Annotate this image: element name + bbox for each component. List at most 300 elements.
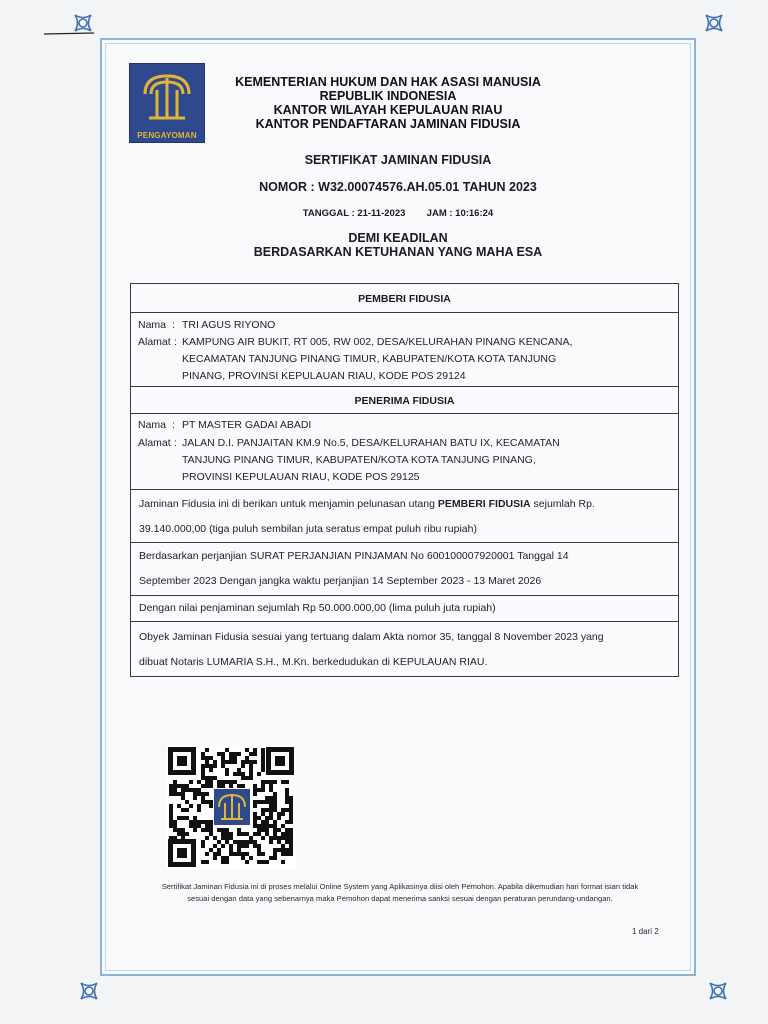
- qr-module: [169, 820, 173, 824]
- qr-module: [193, 796, 197, 800]
- qr-module: [249, 840, 253, 844]
- qr-module: [241, 844, 245, 848]
- qr-module: [289, 820, 293, 824]
- qr-module: [233, 756, 237, 760]
- qr-module: [237, 832, 241, 836]
- qr-module: [173, 828, 177, 832]
- qr-module: [189, 788, 193, 792]
- qr-module: [221, 832, 225, 836]
- penerima-alamat-line: PROVINSI KEPULAUAN RIAU, KODE POS 29125: [182, 471, 420, 483]
- qr-module: [289, 848, 293, 852]
- qr-module: [185, 808, 189, 812]
- obyek-clause: [139, 625, 672, 675]
- qr-module: [273, 792, 277, 796]
- qr-module: [265, 796, 269, 800]
- qr-module: [269, 840, 273, 844]
- qr-module: [253, 752, 257, 756]
- qr-module: [241, 764, 245, 768]
- qr-module: [257, 844, 261, 848]
- qr-module: [201, 828, 205, 832]
- qr-module: [209, 800, 213, 804]
- qr-module: [269, 808, 273, 812]
- qr-module: [201, 776, 205, 780]
- qr-module: [249, 856, 253, 860]
- qr-module: [261, 768, 265, 772]
- qr-module: [193, 828, 197, 832]
- qr-code: [166, 745, 296, 869]
- qr-module: [189, 804, 193, 808]
- qr-module: [213, 852, 217, 856]
- qr-module: [201, 756, 205, 760]
- qr-module: [261, 828, 265, 832]
- certificate-frame: [100, 38, 696, 976]
- qr-module: [241, 772, 245, 776]
- qr-module: [221, 828, 225, 832]
- qr-module: [261, 788, 265, 792]
- qr-module: [205, 756, 209, 760]
- qr-module: [205, 748, 209, 752]
- qr-module: [261, 784, 265, 788]
- certificate-number: NOMOR : W32.00074576.AH.05.01 TAHUN 2023: [259, 180, 537, 194]
- qr-module: [265, 832, 269, 836]
- qr-module: [269, 856, 273, 860]
- qr-module: [237, 840, 241, 844]
- qr-module: [225, 768, 229, 772]
- qr-module: [201, 764, 205, 768]
- nilai-line: Dengan nilai penjaminan sejumlah Rp 50.000.000,00 (lima puluh juta rupiah): [139, 602, 496, 614]
- qr-module: [209, 832, 213, 836]
- qr-module: [221, 760, 225, 764]
- qr-module: [201, 752, 205, 756]
- penerima-alamat-line: JALAN D.I. PANJAITAN KM.9 No.5, DESA/KELURAHAN BATU IX, KECAMATAN: [182, 437, 560, 449]
- jaminan-emphasis: PEMBERI FIDUSIA: [437, 498, 531, 510]
- qr-module: [285, 800, 289, 804]
- qr-module: [217, 780, 221, 784]
- qr-module: [265, 800, 269, 804]
- qr-module: [257, 816, 261, 820]
- qr-module: [253, 788, 257, 792]
- qr-module: [273, 804, 277, 808]
- qr-module: [257, 800, 261, 804]
- separator: :: [172, 419, 175, 431]
- qr-module: [269, 800, 273, 804]
- corner-ornament-icon: [703, 12, 725, 34]
- qr-module: [273, 828, 277, 832]
- qr-module: [281, 848, 285, 852]
- qr-module: [197, 820, 201, 824]
- qr-module: [201, 772, 205, 776]
- qr-module: [181, 816, 185, 820]
- penerima-alamat-row: [138, 435, 673, 489]
- qr-module: [205, 784, 209, 788]
- qr-module: [169, 788, 173, 792]
- qr-module: [237, 828, 241, 832]
- divider: [131, 542, 678, 543]
- qr-module: [233, 752, 237, 756]
- qr-module: [273, 780, 277, 784]
- perjanjian-line: Berdasarkan perjanjian SURAT PERJANJIAN PINJAMAN No 600100007920001 Tanggal 14: [139, 550, 569, 562]
- qr-module: [225, 860, 229, 864]
- qr-module: [205, 860, 209, 864]
- divider: [131, 413, 678, 414]
- qr-module: [229, 784, 233, 788]
- divider: [131, 489, 678, 490]
- qr-module: [229, 832, 233, 836]
- qr-module: [289, 800, 293, 804]
- qr-module: [253, 832, 257, 836]
- qr-module: [201, 796, 205, 800]
- qr-module: [229, 760, 233, 764]
- qr-module: [177, 784, 181, 788]
- qr-module: [269, 780, 273, 784]
- footer-note-line: sesuai dengan data yang sebenarnya maka Pemohon dapat menerima sanksi sesuai dengan peraturan perundang-undangan.: [187, 894, 613, 903]
- qr-module: [253, 812, 257, 816]
- qr-module: [169, 804, 173, 808]
- qr-module: [169, 792, 173, 796]
- qr-module: [181, 828, 185, 832]
- alamat-label: Alamat: [138, 336, 171, 348]
- qr-module: [205, 852, 209, 856]
- qr-module: [257, 832, 261, 836]
- qr-module: [237, 852, 241, 856]
- qr-module: [245, 756, 249, 760]
- qr-module: [217, 752, 221, 756]
- corner-ornament-icon: [78, 980, 100, 1002]
- qr-module: [237, 772, 241, 776]
- divider: [131, 621, 678, 622]
- qr-module: [253, 760, 257, 764]
- qr-module: [205, 836, 209, 840]
- qr-module: [249, 772, 253, 776]
- qr-module: [197, 824, 201, 828]
- qr-module: [201, 844, 205, 848]
- qr-module: [245, 844, 249, 848]
- qr-module: [257, 848, 261, 852]
- qr-module: [269, 788, 273, 792]
- qr-module: [209, 820, 213, 824]
- qr-module: [201, 768, 205, 772]
- jaminan-clause: [139, 492, 672, 542]
- qr-module: [181, 808, 185, 812]
- qr-module: [261, 852, 265, 856]
- qr-module: [265, 816, 269, 820]
- qr-module: [269, 784, 273, 788]
- qr-module: [185, 784, 189, 788]
- obyek-line: Obyek Jaminan Fidusia sesuai yang tertuang dalam Akta nomor 35, tanggal 8 November 2023 yang: [139, 631, 604, 643]
- qr-module: [225, 748, 229, 752]
- qr-module: [285, 852, 289, 856]
- qr-module: [273, 852, 277, 856]
- qr-module: [237, 784, 241, 788]
- qr-module: [257, 824, 261, 828]
- qr-module: [213, 844, 217, 848]
- qr-module: [173, 780, 177, 784]
- qr-module: [285, 832, 289, 836]
- qr-module: [265, 828, 269, 832]
- header-line: REPUBLIK INDONESIA: [319, 89, 457, 103]
- qr-module: [197, 788, 201, 792]
- qr-module: [181, 796, 185, 800]
- pemberi-alamat-line: KECAMATAN TANJUNG PINANG TIMUR, KABUPATEN/KOTA KOTA TANJUNG: [182, 353, 557, 365]
- qr-module: [261, 752, 265, 756]
- qr-module: [193, 824, 197, 828]
- qr-module: [173, 788, 177, 792]
- divider: [131, 386, 678, 387]
- header-line: KANTOR WILAYAH KEPULAUAN RIAU: [273, 103, 503, 117]
- qr-module: [285, 796, 289, 800]
- qr-module: [269, 812, 273, 816]
- qr-module: [265, 860, 269, 864]
- qr-module: [169, 784, 173, 788]
- qr-module: [205, 760, 209, 764]
- qr-module: [269, 804, 273, 808]
- qr-module: [209, 776, 213, 780]
- qr-module: [281, 844, 285, 848]
- qr-module: [281, 780, 285, 784]
- qr-module: [249, 776, 253, 780]
- qr-module: [285, 828, 289, 832]
- qr-module: [209, 828, 213, 832]
- qr-module: [233, 772, 237, 776]
- qr-module: [285, 792, 289, 796]
- qr-module: [273, 808, 277, 812]
- qr-module: [261, 756, 265, 760]
- qr-module: [205, 824, 209, 828]
- qr-module: [189, 824, 193, 828]
- qr-module: [213, 760, 217, 764]
- nilai-clause: [139, 596, 672, 621]
- qr-module: [201, 860, 205, 864]
- qr-module: [285, 788, 289, 792]
- qr-module: [273, 800, 277, 804]
- qr-module: [221, 780, 225, 784]
- pengayoman-emblem: [129, 63, 205, 143]
- qr-module: [273, 832, 277, 836]
- qr-module: [209, 848, 213, 852]
- banyan-tree-icon: [137, 68, 197, 124]
- qr-module: [169, 812, 173, 816]
- qr-module: [241, 784, 245, 788]
- qr-module: [269, 796, 273, 800]
- qr-module: [273, 856, 277, 860]
- qr-module: [281, 824, 285, 828]
- ministry-header: [218, 75, 558, 131]
- qr-module: [225, 780, 229, 784]
- qr-module: [181, 788, 185, 792]
- qr-module: [241, 776, 245, 780]
- qr-module: [261, 748, 265, 752]
- qr-module: [197, 780, 201, 784]
- qr-module: [249, 768, 253, 772]
- qr-module: [201, 792, 205, 796]
- nama-label: Nama: [138, 319, 167, 331]
- qr-module: [281, 836, 285, 840]
- qr-module: [249, 752, 253, 756]
- penerima-nama: PT MASTER GADAI ABADI: [182, 419, 312, 431]
- qr-module: [229, 836, 233, 840]
- qr-module: [205, 828, 209, 832]
- certificate-date: TANGGAL : 21-11-2023: [302, 208, 406, 219]
- qr-module: [265, 808, 269, 812]
- qr-module: [201, 800, 205, 804]
- qr-module: [269, 836, 273, 840]
- qr-module: [217, 848, 221, 852]
- qr-module: [273, 824, 277, 828]
- qr-module: [289, 812, 293, 816]
- qr-module: [261, 760, 265, 764]
- qr-module: [249, 764, 253, 768]
- qr-module: [221, 836, 225, 840]
- qr-module: [205, 780, 209, 784]
- qr-module: [265, 780, 269, 784]
- qr-module: [189, 820, 193, 824]
- qr-module: [229, 852, 233, 856]
- qr-module: [169, 816, 173, 820]
- penerima-heading: PENERIMA FIDUSIA: [354, 395, 455, 407]
- qr-module: [201, 840, 205, 844]
- qr-module: [169, 808, 173, 812]
- qr-module: [193, 816, 197, 820]
- qr-module: [269, 816, 273, 820]
- qr-module: [261, 780, 265, 784]
- qr-module: [205, 820, 209, 824]
- qr-module: [193, 820, 197, 824]
- qr-module: [209, 780, 213, 784]
- qr-module: [253, 792, 257, 796]
- qr-module: [289, 804, 293, 808]
- separator: :: [174, 437, 177, 449]
- qr-module: [253, 844, 257, 848]
- header-line: KANTOR PENDAFTARAN JAMINAN FIDUSIA: [255, 117, 521, 131]
- qr-module: [261, 860, 265, 864]
- certificate-time: JAM : 10:16:24: [426, 208, 494, 219]
- qr-module: [205, 800, 209, 804]
- qr-module: [201, 784, 205, 788]
- qr-module: [229, 848, 233, 852]
- certificate-datetime: [102, 208, 694, 219]
- qr-module: [181, 784, 185, 788]
- qr-module: [233, 852, 237, 856]
- qr-module: [221, 764, 225, 768]
- qr-module: [253, 820, 257, 824]
- qr-module: [261, 824, 265, 828]
- qr-module: [253, 784, 257, 788]
- qr-module: [257, 772, 261, 776]
- qr-module: [285, 840, 289, 844]
- qr-module: [185, 816, 189, 820]
- qr-module: [265, 820, 269, 824]
- qr-module: [249, 836, 253, 840]
- pemberi-alamat-line: KAMPUNG AIR BUKIT, RT 005, RW 002, DESA/KELURAHAN PINANG KENCANA,: [182, 336, 573, 348]
- qr-module: [285, 808, 289, 812]
- qr-module: [205, 764, 209, 768]
- qr-module: [185, 800, 189, 804]
- oath-line: BERDASARKAN KETUHANAN YANG MAHA ESA: [253, 245, 543, 259]
- qr-module: [273, 820, 277, 824]
- qr-module: [221, 860, 225, 864]
- certificate-title: SERTIFIKAT JAMINAN FIDUSIA: [304, 153, 492, 167]
- qr-module: [257, 852, 261, 856]
- qr-module: [217, 852, 221, 856]
- fidusia-table: [130, 283, 679, 677]
- qr-module: [177, 828, 181, 832]
- qr-module: [253, 748, 257, 752]
- qr-module: [197, 792, 201, 796]
- qr-module: [233, 840, 237, 844]
- qr-module: [253, 816, 257, 820]
- jaminan-line: [139, 492, 672, 517]
- jaminan-text: sejumlah Rp.: [530, 498, 595, 510]
- qr-module: [205, 792, 209, 796]
- qr-module: [221, 856, 225, 860]
- perjanjian-line: September 2023 Dengan jangka waktu perjanjian 14 September 2023 - 13 Maret 2026: [139, 575, 542, 587]
- qr-module: [285, 836, 289, 840]
- qr-module: [245, 840, 249, 844]
- qr-module: [289, 852, 293, 856]
- qr-module: [277, 828, 281, 832]
- qr-module: [245, 776, 249, 780]
- page-number: 1 dari 2: [632, 927, 659, 936]
- qr-module: [237, 844, 241, 848]
- qr-module: [221, 752, 225, 756]
- qr-module: [217, 840, 221, 844]
- qr-module: [257, 828, 261, 832]
- qr-module: [253, 804, 257, 808]
- qr-module: [181, 832, 185, 836]
- qr-module: [289, 796, 293, 800]
- qr-module: [281, 832, 285, 836]
- qr-module: [185, 832, 189, 836]
- qr-module: [281, 812, 285, 816]
- qr-module: [285, 848, 289, 852]
- qr-module: [289, 816, 293, 820]
- pemberi-nama: TRI AGUS RIYONO: [182, 319, 276, 331]
- oath-line: DEMI KEADILAN: [348, 231, 448, 245]
- qr-module: [261, 820, 265, 824]
- jaminan-line: 39.140.000,00 (tiga puluh sembilan juta seratus empat puluh ribu rupiah): [139, 523, 477, 535]
- pemberi-alamat-line: PINANG, PROVINSI KEPULAUAN RIAU, KODE POS 29124: [182, 370, 466, 382]
- alamat-label: Alamat: [138, 437, 171, 449]
- header-line: KEMENTERIAN HUKUM DAN HAK ASASI MANUSIA: [235, 75, 541, 89]
- qr-module: [173, 820, 177, 824]
- qr-module: [289, 840, 293, 844]
- jaminan-text: Jaminan Fidusia ini di berikan untuk menjamin pelunasan utang: [139, 498, 438, 510]
- qr-module: [261, 812, 265, 816]
- qr-module: [209, 804, 213, 808]
- qr-module: [273, 796, 277, 800]
- qr-module: [221, 784, 225, 788]
- pemberi-alamat-row: [138, 334, 673, 388]
- obyek-line: dibuat Notaris LUMARIA S.H., M.Kn. berkedudukan di KEPULAUAN RIAU.: [139, 656, 488, 668]
- qr-module: [281, 852, 285, 856]
- qr-module: [225, 836, 229, 840]
- qr-module: [245, 852, 249, 856]
- qr-module: [245, 760, 249, 764]
- qr-module: [213, 776, 217, 780]
- qr-module: [241, 852, 245, 856]
- qr-module: [209, 824, 213, 828]
- qr-module: [277, 836, 281, 840]
- pemberi-heading: PEMBERI FIDUSIA: [358, 293, 451, 305]
- qr-module: [233, 760, 237, 764]
- qr-module: [229, 756, 233, 760]
- qr-module: [237, 752, 241, 756]
- corner-ornament-icon: [707, 980, 729, 1002]
- qr-module: [177, 792, 181, 796]
- qr-module: [221, 756, 225, 760]
- qr-module: [257, 788, 261, 792]
- qr-module: [233, 780, 237, 784]
